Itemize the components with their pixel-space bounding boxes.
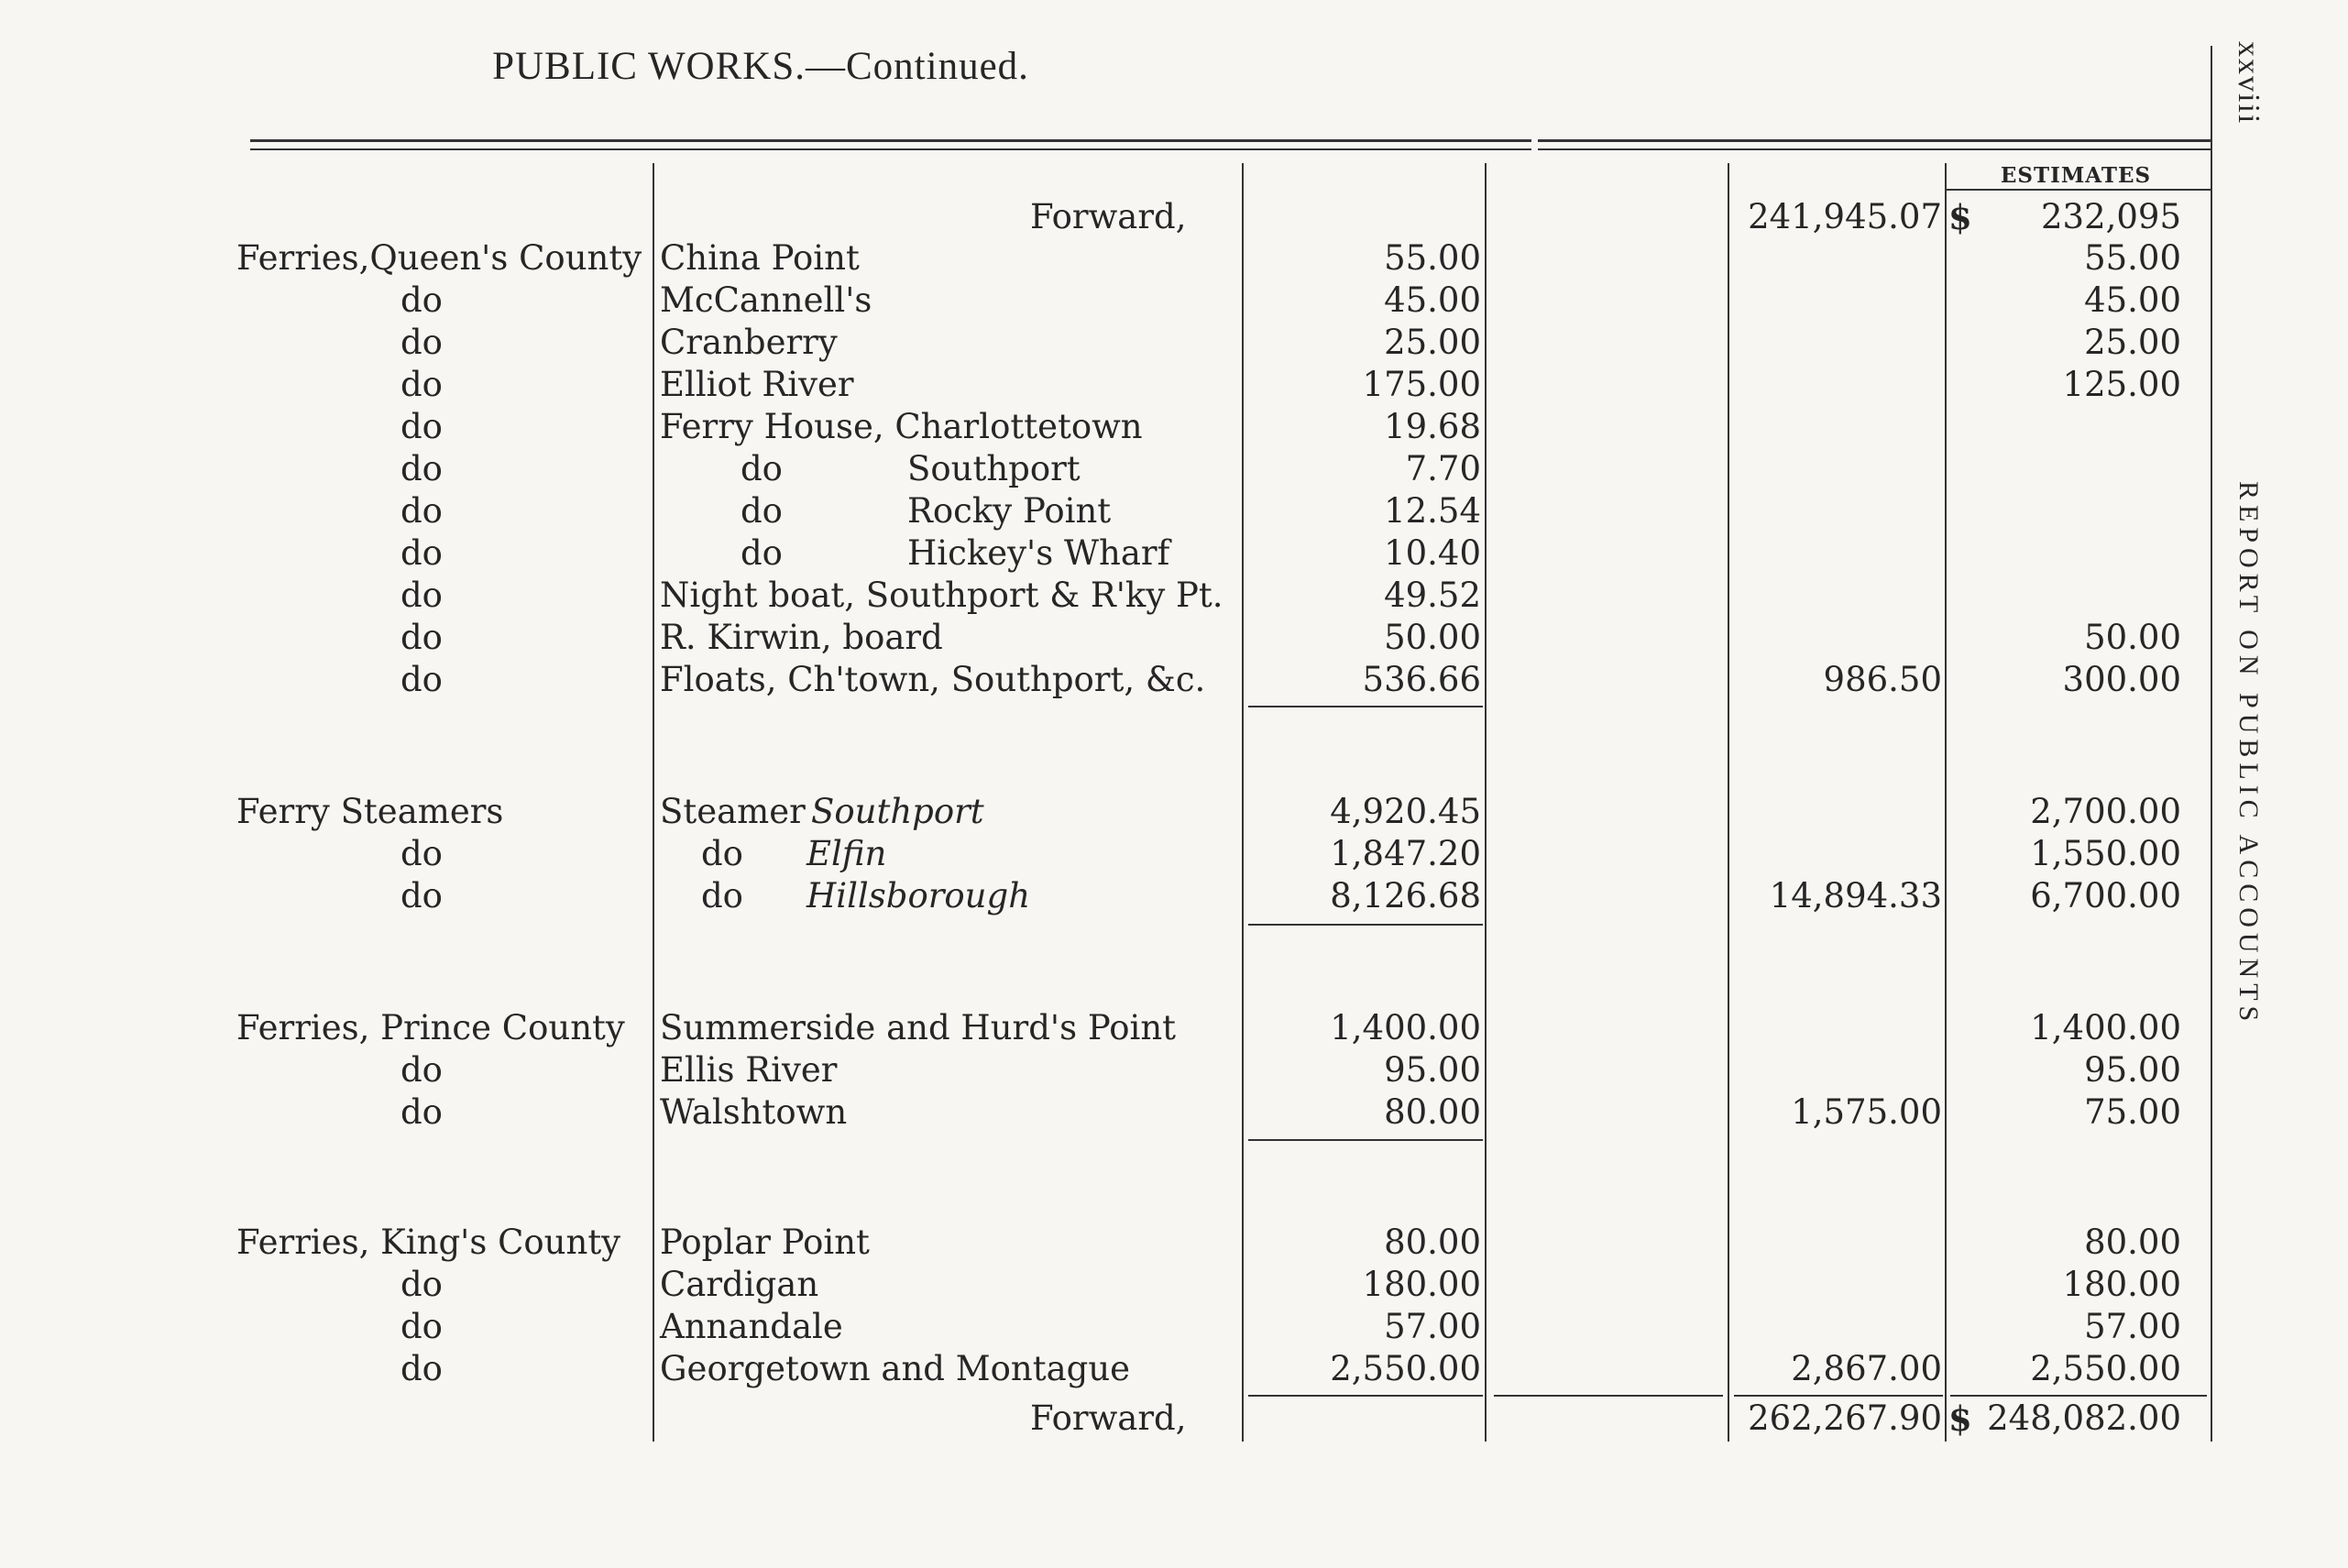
category-label: do [400,834,443,873]
amount: 45.00 [1384,280,1481,320]
category-label: do [400,1092,443,1132]
category-label: do [400,323,443,362]
vessel-name: Southport [811,792,984,831]
item-label: Rocky Point [907,491,1112,531]
item-label: Georgetown and Montague [660,1349,1131,1388]
category-label: do [400,618,443,657]
table-row [0,1007,2348,1049]
amount: 175.00 [1362,365,1481,404]
amount: 95.00 [1384,1050,1481,1090]
table-row [0,364,2348,406]
item-label: China Point [660,238,860,278]
category-label: do [400,876,443,916]
amount: 1,400.00 [1330,1008,1481,1047]
estimate: 25.00 [2084,323,2181,362]
item-label: Ellis River [660,1050,838,1090]
category-label: do [400,576,443,615]
category-label: Ferries, Prince County [236,1008,625,1047]
amount: 536.66 [1362,660,1481,699]
category-label: do [400,365,443,404]
amount: 55.00 [1384,238,1481,278]
amount: 12.54 [1384,491,1481,531]
estimate: 50.00 [2084,618,2181,657]
item-ditto: do [741,449,783,488]
amount: 4,920.45 [1330,792,1481,831]
category-label: do [400,1265,443,1304]
total-rule [1494,1395,1723,1397]
table-row [0,833,2348,875]
table-row [0,1348,2348,1390]
category-label: Ferry Steamers [236,792,504,831]
table-row [0,875,2348,917]
table-row [0,791,2348,833]
table-row [0,280,2348,322]
amount: 1,847.20 [1330,834,1481,873]
estimate: 45.00 [2084,280,2181,320]
page-title: PUBLIC WORKS.—Continued. [492,45,1029,88]
forward-estimate: 232,095 [2040,197,2181,236]
item-label: Cardigan [660,1265,819,1304]
forward-estimate: 248,082.00 [1987,1398,2181,1438]
estimate: 55.00 [2084,238,2181,278]
estimate: 1,400.00 [2030,1008,2181,1047]
item-label: Annandale [660,1307,843,1346]
dollar-sign: $ [1948,1398,1972,1439]
table-row [0,1306,2348,1348]
header-rule [1538,148,2211,150]
item-label: Hickey's Wharf [907,533,1170,573]
estimate: 95.00 [2084,1050,2181,1090]
subtotal-rule [1248,1139,1483,1141]
amount: 8,126.68 [1330,876,1481,916]
item-prefix: Steamer [660,792,806,831]
item-ditto: do [741,533,783,573]
amount: 80.00 [1384,1223,1481,1262]
table-row [0,1091,2348,1134]
item-prefix: do [701,834,743,873]
amount: 7.70 [1405,449,1481,488]
header-rule [1538,139,2211,142]
page-number: xxviii [2232,41,2266,126]
subtotal: 2,867.00 [1791,1349,1942,1388]
forward-label: Forward, [1030,197,1187,236]
table-row [0,575,2348,617]
category-label: do [400,280,443,320]
item-ditto: do [741,491,783,531]
estimate: 2,550.00 [2030,1349,2181,1388]
table-row [0,1222,2348,1264]
amount: 19.68 [1384,407,1481,446]
subtotal-rule [1248,706,1483,707]
category-label: Ferries,Queen's County [236,238,642,278]
category-label: do [400,491,443,531]
dollar-sign: $ [1948,197,1972,237]
amount: 180.00 [1362,1265,1481,1304]
category-label: do [400,660,443,699]
amount: 80.00 [1384,1092,1481,1132]
amount: 2,550.00 [1330,1349,1481,1388]
estimate: 75.00 [2084,1092,2181,1132]
table-row [0,1049,2348,1091]
table-row [0,659,2348,701]
item-label: Southport [907,449,1081,488]
total-rule [1734,1395,1943,1397]
subtotal-rule [1248,924,1483,926]
table-row [0,490,2348,532]
forward-row [0,196,2348,238]
item-label: R. Kirwin, board [660,618,943,657]
amount: 25.00 [1384,323,1481,362]
forward-row [0,1398,2348,1440]
estimates-rule [1947,189,2211,191]
item-label: Ferry House, Charlottetown [660,407,1143,446]
item-label: Summerside and Hurd's Point [660,1008,1177,1047]
subtotal: 986.50 [1823,660,1942,699]
amount: 49.52 [1384,576,1481,615]
category-label: do [400,533,443,573]
amount: 10.40 [1384,533,1481,573]
estimate: 180.00 [2062,1265,2181,1304]
item-prefix: do [701,876,743,916]
header-rule [250,148,1531,150]
forward-subtotal: 262,267.90 [1748,1398,1942,1438]
subtotal: 14,894.33 [1769,876,1942,916]
amount: 57.00 [1384,1307,1481,1346]
category-label: do [400,1349,443,1388]
header-rule [250,139,1531,142]
total-rule [1248,1395,1483,1397]
estimate: 6,700.00 [2030,876,2181,916]
estimate: 300.00 [2062,660,2181,699]
item-label: Cranberry [660,323,838,362]
total-rule [1950,1395,2207,1397]
vessel-name: Elfin [806,834,887,873]
forward-label: Forward, [1030,1398,1187,1438]
running-head: REPORT ON PUBLIC ACCOUNTS [2233,481,2264,1027]
category-label: do [400,407,443,446]
estimate: 80.00 [2084,1223,2181,1262]
forward-subtotal: 241,945.07 [1748,197,1942,236]
estimate: 125.00 [2062,365,2181,404]
item-label: Walshtown [660,1092,848,1132]
category-label: do [400,1050,443,1090]
item-label: Night boat, Southport & R'ky Pt. [660,576,1223,615]
estimate: 2,700.00 [2030,792,2181,831]
estimates-header: ESTIMATES [2000,163,2152,188]
vessel-name: Hillsborough [806,876,1031,916]
table-row [0,237,2348,280]
estimate: 1,550.00 [2030,834,2181,873]
item-label: Elliot River [660,365,854,404]
item-label: McCannell's [660,280,872,320]
table-row [0,532,2348,575]
category-label: Ferries, King's County [236,1223,621,1262]
item-label: Poplar Point [660,1223,870,1262]
table-row [0,406,2348,448]
category-label: do [400,1307,443,1346]
table-row [0,448,2348,490]
table-row [0,617,2348,659]
table-row [0,1264,2348,1306]
amount: 50.00 [1384,618,1481,657]
category-label: do [400,449,443,488]
table-row [0,322,2348,364]
subtotal: 1,575.00 [1791,1092,1942,1132]
estimate: 57.00 [2084,1307,2181,1346]
item-label: Floats, Ch'town, Southport, &c. [660,660,1206,699]
